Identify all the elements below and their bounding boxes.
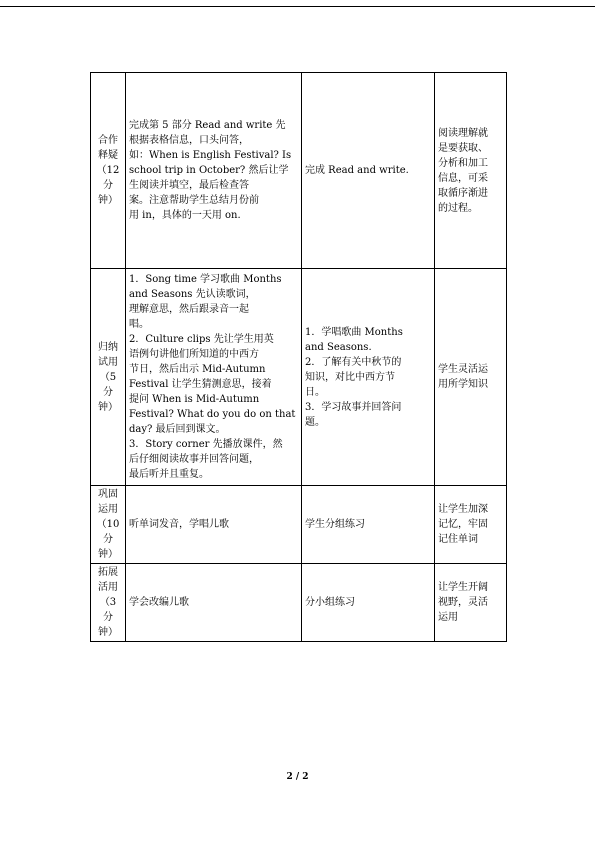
cell-text-line: 让学生加深 (438, 504, 488, 515)
cell-text-line: 如：When is English Festival? Is (129, 150, 292, 161)
cell-text-line: （12 (96, 165, 120, 176)
cell-text-line: 分小组练习 (305, 597, 355, 608)
cell-text-line: 听单词发音，学唱儿歌 (129, 519, 229, 530)
cell-text-line: 用所学知识 (438, 379, 488, 390)
cell-text-line: 记住单词 (438, 534, 478, 545)
cell-text-line: 分 (103, 612, 113, 623)
cell-text-line: 分 (103, 180, 113, 191)
cell-text-line: 分 (103, 534, 113, 545)
page-number: 2 / 2 (286, 772, 309, 782)
cell-text-line: 是要获取、 (438, 142, 488, 154)
cell-text-line: 知识，对比中西方节 (305, 371, 395, 383)
cell-text-line: 用 in，具体的一天用 on. (129, 210, 241, 221)
cell-text-line: （10 (96, 519, 120, 530)
cell-text-line: 唱。 (129, 319, 149, 330)
cell-text-line: 学生灵活运 (438, 364, 488, 375)
table-body (91, 73, 507, 642)
cell-text-line: 完成第 5 部分 Read and write 先 (129, 120, 286, 131)
stage-cell (91, 73, 126, 269)
cell-text-line: 学生分组练习 (305, 519, 365, 530)
cell-text-line: 释疑 (98, 150, 118, 161)
design-purpose-cell (435, 269, 507, 486)
cell-text-line: 后仔细阅读故事并回答问题， (129, 454, 259, 465)
cell-text-line: 案。注意帮助学生总结月份前 (129, 195, 259, 206)
lesson-plan-table (90, 72, 507, 642)
cell-text-line: 归纳 (98, 341, 118, 353)
cell-text-line: and Seasons. (305, 341, 372, 353)
cell-text-line: 钟） (98, 401, 118, 413)
design-purpose-cell (435, 73, 507, 269)
student-activity-cell (302, 73, 435, 269)
cell-text-line: Festival 让学生猜测意思，接着 (129, 379, 272, 390)
student-activity-cell (302, 269, 435, 486)
cell-text-line: 根据表格信息，口头问答， (129, 135, 249, 146)
cell-text-line: 提问 When is Mid-Autumn (129, 394, 260, 405)
cell-text-line: 阅读理解就 (438, 127, 488, 139)
cell-text-line: 日。 (305, 386, 325, 398)
cell-text-line: 让学生开阔 (438, 582, 488, 593)
cell-text-line: 分 (103, 386, 113, 398)
design-purpose-cell (435, 486, 507, 564)
teacher-activity-cell (126, 486, 302, 564)
cell-text-line: school trip in October? 然后让学 (129, 165, 289, 176)
cell-text-line: 节日，然后出示 Mid-Autumn (129, 364, 266, 375)
cell-text-line: 运用 (98, 504, 118, 515)
cell-text-line: 2．了解有关中秋节的 (305, 356, 402, 368)
teacher-activity-cell (126, 73, 302, 269)
cell-text-line: 分析和加工 (438, 157, 488, 169)
cell-text-line: 记忆，牢固 (438, 519, 488, 530)
cell-text-line: 取循序渐进 (438, 187, 488, 199)
cell-text-line: 巩固 (98, 489, 118, 500)
design-purpose-cell (435, 564, 507, 642)
stage-cell (91, 269, 126, 486)
cell-text-line: （3 (99, 597, 117, 608)
table-row (91, 486, 507, 564)
cell-text-line: 1．Song time 学习歌曲 Months (129, 274, 282, 285)
cell-text-line: 完成 Read and write. (305, 165, 409, 176)
cell-text-line: 钟） (98, 627, 118, 638)
cell-text-line: 运用 (438, 612, 458, 623)
cell-text-line: 题。 (305, 416, 325, 428)
cell-text-line: day? 最后回到课文。 (129, 424, 226, 435)
cell-text-line: 信息，可采 (438, 172, 488, 184)
cell-text-line: 视野，灵活 (438, 597, 488, 608)
stage-cell (91, 564, 126, 642)
cell-text-line: 语例句讲他们所知道的中西方 (129, 349, 259, 360)
cell-text-line: 理解意思，然后跟录音一起 (129, 304, 249, 315)
cell-text-line: and Seasons 先认读歌词， (129, 289, 256, 300)
table-row (91, 564, 507, 642)
cell-text-line: 拓展 (98, 567, 118, 578)
cell-text-line: 合作 (98, 135, 118, 146)
cell-text-line: 1．学唱歌曲 Months (305, 326, 403, 338)
teacher-activity-cell (126, 564, 302, 642)
cell-text-line: 试用 (98, 356, 118, 368)
cell-text-line: 3．Story corner 先播放课件，然 (129, 439, 283, 450)
student-activity-cell (302, 564, 435, 642)
cell-text-line: 的过程。 (438, 202, 478, 214)
header-rule (0, 6, 595, 7)
table-row (91, 73, 507, 269)
table-row (91, 269, 507, 486)
cell-text-line: 活用 (98, 582, 118, 593)
cell-text-line: （5 (99, 371, 117, 383)
teacher-activity-cell (126, 269, 302, 486)
cell-text-line: 学会改编儿歌 (129, 597, 189, 608)
cell-text-line: 钟） (98, 195, 118, 206)
cell-text-line: 最后听并且重复。 (129, 469, 209, 480)
cell-text-line: 生阅读并填空，最后检查答 (129, 180, 249, 191)
cell-text-line: 2．Culture clips 先让学生用英 (129, 334, 274, 345)
cell-text-line: Festival? What do you do on that (129, 409, 296, 420)
student-activity-cell (302, 486, 435, 564)
cell-text-line: 3．学习故事并回答问 (305, 401, 402, 413)
stage-cell (91, 486, 126, 564)
cell-text-line: 钟） (98, 549, 118, 560)
